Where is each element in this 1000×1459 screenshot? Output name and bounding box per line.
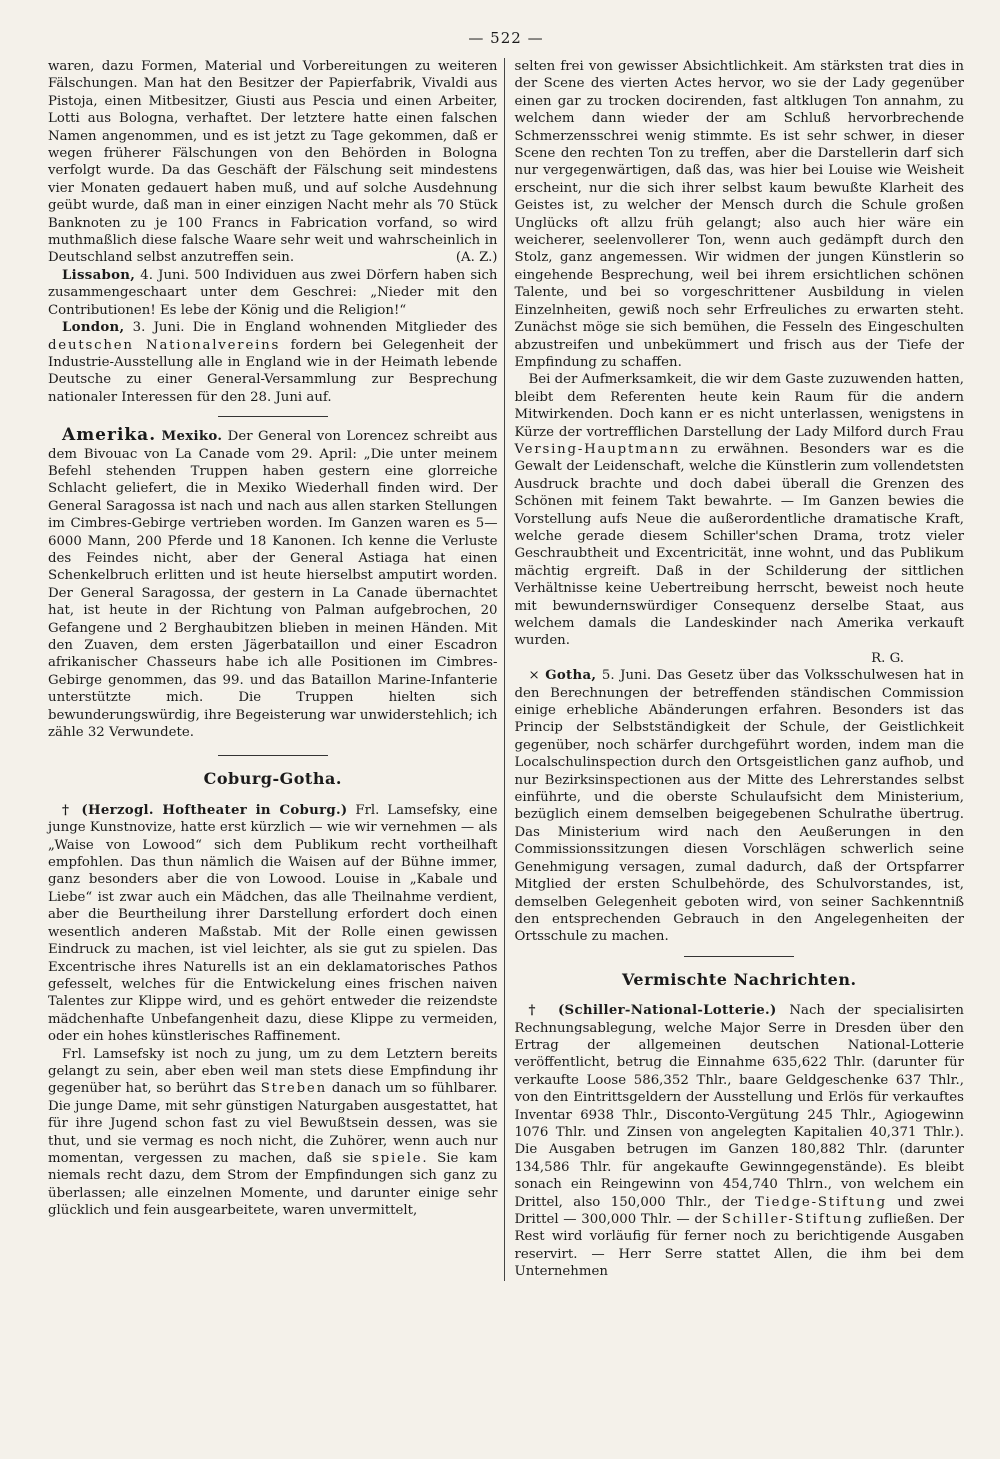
dateline-lisbon: Lissabon, (62, 267, 136, 283)
article-cast-text-a: Bei der Aufmerksamkeit, die wir dem Gaste zuzuwenden hatten, bleibt dem Referenten heute kein Raum für die andern Mitwirkenden. Doch kann er es nicht unterlassen, wenigstens in Kürze der vortrefflichen Darstellung der Lady Milford durch Frau (514, 372, 964, 440)
article-coburg-text: Frl. Lamsefsky, eine junge Kunstnovize, hatte erst kürzlich — wie wir vernehmen — als „Waise von Lowood“ sich dem Publikum recht vortheilhaft empfohlen. Das thun nämlich die Waisen auf der Bühne immer, ganz besonders aber die von Lowood. Louise in „Kabale und Liebe“ ist zwar auch ein Mädchen, das alle Theilnahme verdient, aber die Beurtheilung ihrer Darstellung erfordert doch einen wesentlich anderen Maßstab. Mit der Rolle einen gewissen Eindruck zu machen, ist viel leichter, als sie gut zu spielen. Das Excentrische ihres Naturells ist an ein deklamatorisches Pathos gefesselt, welches für die Entwickelung eines frischen naiven Talentes zur Klippe wird, und es gehört entweder die reizendste mädchenhafte Unbefangenheit dazu, diese Klippe zu vermeiden, oder ein hohes künstlerisches Raffinement. (48, 802, 498, 1045)
article-forgery-text: waren, dazu Formen, Material und Vorbereitungen zu weiteren Fälschungen. Man hat den Besitzer der Papierfabrik, Vivaldi aus Pistoja, einen Mitbesitzer, Giusti aus Pescia und einen Arbeiter, Lotti aus Bologna, verhaftet. Der letztere hatte einen falschen Namen angenommen, und es ist jetzt zu Tage gekommen, daß er wegen früherer Fälschungen von den Behörden in Bologna verfolgt wurde. Da das Geschäft der Fälschung seit mindestens vier Monaten gedauert haben muß, und auf solche Ausdehnung geübt wurde, daß man in einer einzigen Nacht mehr als 70 Stück Banknoten zu je 100 Francs in Fabrication vorfand, so wird muthmaßlich diese falsche Waare sehr weit und wahrscheinlich in Deutschland selbst anzutreffen sein. (48, 59, 498, 266)
right-column (504, 58, 965, 1281)
left-column (48, 58, 504, 1281)
section-heading-coburg-gotha: Coburg-Gotha. (203, 769, 342, 789)
article-lottery-text: Nach der specialisirten Rechnungsablegung, welche Major Serre in Dresden über den Ertrag der allgemeinen deutschen National-Lotterie veröffentlicht, betrug die Einnahme 635,622 Thlr. (darunter für verkaufte Loose 586,352 Thlr., baare Geldgeschenke 637 Thlr., von den Eintrittsgeldern der Ausstellung und Erlös für verkauftes Inventar 6938 Thlr., Disconto-Vergütung 245 Thlr., Agiogewinn 1076 Thlr. und Zinsen von angelegten Kapitalien 40,371 Thlr.). Die Ausgaben betrugen im Ganzen 180,882 Thlr. (darunter 134,586 Thlr. für angekaufte Gewinngegenstände). Es bleibt sonach ein Reingewinn von 454,740 Thlrn., von welchem ein Drittel, also 150,000 Thlr., der (514, 1003, 964, 1210)
article-mexico (48, 427, 498, 741)
columns (48, 58, 964, 1281)
article-schiller-lottery (515, 1002, 965, 1281)
article-lottery-text-end: zufließen. Der Rest wird vorläufig für ferner noch zu berichtigende Ausgaben reservirt. — Herr Serre stattet Allen, die ihm bei dem Unternehmen (514, 1212, 964, 1280)
article-gotha-text: 5. Juni. Das Gesetz über das Volksschulwesen hat in den Berechnungen der betreffenden ständischen Commission einige erhebliche Abänderungen erfahren. Besonders ist das Princip der Selbstständigkeit der Schule, der Geistlichkeit gegenüber, noch schärfer durchgeführt worden, indem man die Localschulinspection durch den Ortsgeistlichen ganz aufhob, und nur Bezirksinspectionen aus der Mitte des Lehrerstandes selbst einführte, und die oberste Schulaufsicht dem Ministerium, bezüglich einem demselben beigegebenen Schulrathe übertrug. Das Ministerium wird nach den Aeußerungen in den Commissionssitzungen diesen Vorschlägen schwerlich seine Genehmigung versagen, zumal dadurch, daß der Ortspfarrer Mitglied der ersten Schulbehörde, des Schulvorstandes, ist, demselben Gelegenheit geboten wird, von seiner Sachkenntniß den entsprechenden Gebrauch in den Angelegenheiten der Ortsschule zu machen. (514, 668, 964, 945)
article-coburg-emphasis-1: Streben (260, 1081, 327, 1097)
article-coburg-cont-c: . Sie kam niemals recht dazu, dem Strom der Empfindungen sich ganz zu überlassen; alle einzelnen Momente, und darunter einige sehr glücklich und fein ausgearbeitete, waren unvermittelt, (48, 1150, 498, 1219)
article-lottery-emphasis-1: Tiedge-Stiftung (754, 1194, 887, 1210)
page-number: — 522 — (468, 29, 544, 47)
article-lottery-text-mid: und zwei Drittel — 300,000 Thlr. — der (514, 1194, 964, 1227)
article-coburg-continued (48, 1046, 498, 1220)
dateline-lottery: † (Schiller-National-Lotterie.) (528, 1003, 777, 1019)
article-coburg-cont-a: Frl. Lamsefsky ist noch zu jung, um zu dem Letztern bereits gelangt zu sein, aber eben weil man stets diese Empfindung ihr gegenüber hat, so berührt das (48, 1046, 498, 1097)
article-forgery (48, 58, 498, 267)
article-coburg-other-cast (515, 371, 965, 650)
dateline-coburg: † (Herzogl. Hoftheater in Coburg.) (62, 802, 348, 818)
dateline-london: London, (62, 320, 125, 336)
article-lottery-emphasis-2: Schiller-Stiftung (721, 1212, 864, 1227)
article-coburg-review-end: selten frei von gewisser Absichtlichkeit. Am stärksten trat dies in der Scene des vierten Actes hervor, wo sie der Lady gegenüber einen gar zu trocken docirenden, fast altklugen Ton annahm, zu welchem dann wieder der am Schluß hervorbrechende Schmerzensschrei wenig stimmte. Es ist sehr schwer, in dieser Scene den rechten Ton zu treffen, aber die Darstellerin darf sich nur vergegenwärtigen, daß das, was hier bei Louise wie Weisheit erscheint, nur die sich ihrer selbst kaum bewußte Klarheit des Geistes ist, zu welcher der Mensch durch die Schule großen Unglücks oft allzu früh gelangt; also auch hier wäre ein weicherer, seelenvollerer Ton, wenn auch gedämpft durch den Stolz, ganz angemessen. Wir widmen der jungen Künstlerin so eingehende Besprechung, weil bei ihrem ersichtlichen schönen Talente, und bei so vorgeschrittener Ausbildung in vielen Einzelnheiten, gewiß noch sehr Erfreuliches zu erwarten steht. Zunächst möge sie sich bemühen, die Fesseln des Eingeschulten abzustreifen und unbekümmert und frisch aus der Tiefe der Empfindung zu schaffen. (514, 59, 964, 370)
section-divider (218, 416, 328, 417)
dateline-gotha: Gotha, (545, 668, 597, 684)
article-cast-emphasis: Versing-Hauptmann (514, 441, 680, 457)
dateline-mexico: Mexiko. (161, 429, 223, 445)
article-london-emphasis: deutschen Nationalvereins (48, 337, 281, 353)
article-coburg-emphasis-2: spiele (372, 1150, 423, 1166)
section-divider (218, 755, 328, 756)
article-london-text-a: 3. Juni. Die in England wohnenden Mitglieder des (124, 320, 498, 336)
cross-mark: × (528, 668, 540, 684)
section-heading-misc-news: Vermischte Nachrichten. (621, 969, 857, 989)
article-coburg-theater (48, 802, 498, 1046)
article-forgery-source: (A. Z.) (455, 250, 498, 266)
article-gotha (515, 667, 965, 946)
section-divider (684, 956, 794, 957)
section-america: Amerika. (62, 425, 157, 446)
article-lisbon-text: 4. Juni. 500 Individuen aus zwei Dörfern haben sich zusammengeschaart unter dem Geschrei: „Nieder mit den Contributionen! Es lebe der König und die Religion!“ (48, 267, 498, 318)
article-cast-text-b: zu erwähnen. Besonders war es die Gewalt der Leidenschaft, welche die Künstlerin zum vollendetsten Ausdruck brachte und doch dabei überall die Grenzen des Schönen mit feinem Takt bewahrte. — Im Ganzen bewies die Vorstellung aufs Neue die außerordentliche dramatische Kraft, welche gerade diesem Schiller'schen Drama, trotz vieler Geschraubtheit und Excentricität, inne wohnt, und das Publikum mächtig ergreift. Daß in der Schilderung der sittlichen Verhältnisse keine Uebertreibung herrscht, beweist noch heute mit bewundernswürdiger Consequenz derselbe Staat, aus welchem damals die Landeskinder nach Amerika verkauft wurden. (514, 441, 964, 649)
article-mexico-text: Der General von Lorencez schreibt aus dem Bivouac von La Canade vom 29. April: „Die unter meinem Befehl stehenden Truppen haben gestern eine glorreiche Schlacht geliefert, die in Mexiko Wiederhall finden wird. Der General Saragossa ist nach und nach aus allen starken Stellungen im Cimbres-Gebirge vertrieben worden. Im Ganzen waren es 5—6000 Mann, 200 Pferde und 18 Kanonen. Ich kenne die Verluste des Feindes nicht, aber der General Astiaga hat einen Schenkelbruch erlitten und ist heute hierselbst amputirt worden. Der General Saragossa, der gestern in La Canade übernachtet hat, ist heute in der Richtung von Palman aufgebrochen, 20 Gefangene und 2 Berghaubitzen blieben in meinen Händen. Mit den Zuaven, dem ersten Jägerbataillon und einer Escadron afrikanischer Chasseurs habe ich alle Positionen im Cimbres-Gebirge genommen, das 99. und das Bataillon Marine-Infanterie unterstützte mich. Die Truppen hielten sich bewunderungswürdig, ihre Begeisterung war unwiderstehlich; ich zähle 32 Verwundete. (48, 429, 498, 741)
article-coburg-cont-b: danach um so fühlbarer. Die junge Dame, mit sehr günstigen Naturgaben ausgestattet, hat für ihre Jugend schon fast zu viel Bewußtsein dessen, was sie thut, und sie vermag es noch nicht, die Zuhörer, wenn auch nur momentan, vergessen zu machen, daß sie (48, 1081, 498, 1166)
article-london (48, 319, 498, 406)
article-london-text-b: fordern bei Gelegenheit der Industrie-Ausstellung alle in England wie in der Heimath lebende Deutsche zu einer General-Versammlung zur Besprechung nationaler Interessen für den 28. Juni auf. (48, 337, 498, 405)
author-signature: R. G. (871, 650, 904, 666)
article-lisbon (48, 267, 498, 319)
